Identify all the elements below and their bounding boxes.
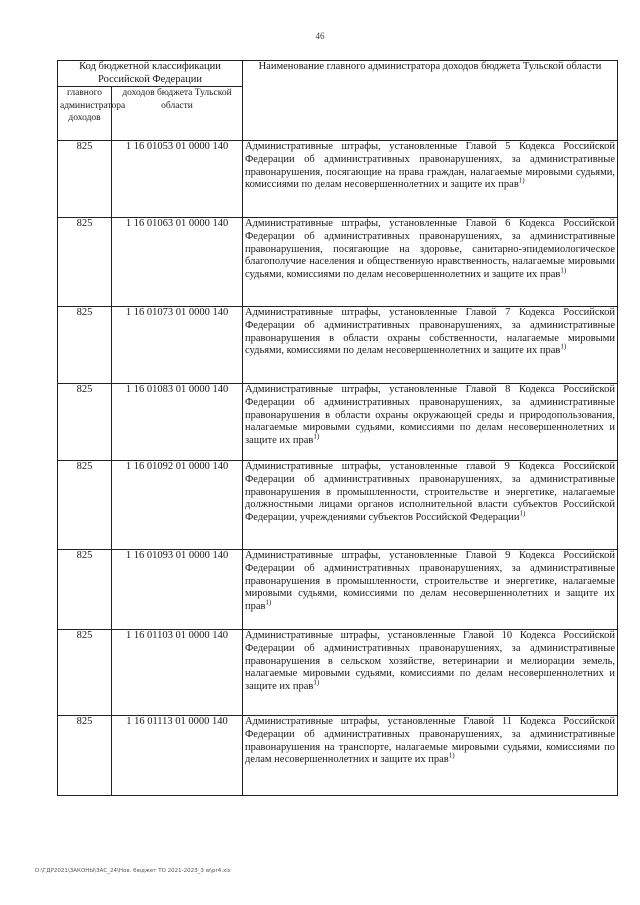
row-description-text: Административные штрафы, установленные Главой 8 Кодекса Российской Федерации об административных правонарушениях, за административные правонарушения в области охраны окружающей среды и природопользования, налагаемые мировыми судьями, комиссиями по делам несовершеннолетних и защите их прав	[245, 384, 615, 447]
row-description-text: Административные штрафы, установленные Главой 11 Кодекса Российской Федерации об административных правонарушениях, за административные правонарушения на транспорте, налагаемые мировыми судьями, комиссиями по делам несовершеннолетних и защите их прав	[245, 716, 615, 766]
row-budget-code: 1 16 01063 01 0000 140	[112, 218, 243, 307]
header-admin-name: Наименование главного администратора доходов бюджета Тульской области	[243, 61, 618, 141]
footnote-marker: 1)	[313, 678, 320, 687]
row-budget-code: 1 16 01083 01 0000 140	[112, 384, 243, 461]
table-row	[58, 218, 618, 307]
table-row	[58, 630, 618, 716]
header-main-admin: главного администратора доходов	[58, 87, 112, 141]
row-description-text: Административные штрафы, установленные Главой 5 Кодекса Российской Федерации об административных правонарушениях, за административные правонарушения, посягающие на права граждан, налагаемые мировыми судьями, комиссиями по делам несовершеннолетних и защите их прав	[245, 141, 615, 191]
row-description-text: Административные штрафы, установленные Главой 7 Кодекса Российской Федерации об административных правонарушениях, за административные правонарушения в области охраны собственности, налагаемые мировыми судьями, комиссиями по делам несовершеннолетних и защите их прав	[245, 307, 615, 357]
row-description	[243, 384, 618, 461]
row-description	[243, 307, 618, 384]
header-budget-code-group: Код бюджетной классификации Российской Федерации	[58, 61, 243, 87]
row-admin-code: 825	[58, 716, 112, 796]
footnote-marker: 1)	[560, 266, 567, 275]
row-description	[243, 550, 618, 630]
table-row	[58, 307, 618, 384]
row-admin-code: 825	[58, 141, 112, 218]
footnote-marker: 1)	[518, 176, 525, 185]
table-row	[58, 384, 618, 461]
row-budget-code: 1 16 01093 01 0000 140	[112, 550, 243, 630]
row-description-text: Административные штрафы, установленные Главой 10 Кодекса Российской Федерации об административных правонарушениях, за административные правонарушения в сельском хозяйстве, ветеринарии и мелиорации земель, налагаемые мировыми судьями, комиссиями по делам несовершеннолетних и защите их прав	[245, 630, 615, 693]
table-row	[58, 550, 618, 630]
table-row	[58, 461, 618, 550]
footnote-marker: 1)	[448, 751, 455, 760]
row-admin-code: 825	[58, 550, 112, 630]
table-row	[58, 716, 618, 796]
row-description	[243, 630, 618, 716]
footnote-marker: 1)	[519, 509, 526, 518]
row-budget-code: 1 16 01092 01 0000 140	[112, 461, 243, 550]
row-description-text: Административные штрафы, установленные Главой 9 Кодекса Российской Федерации об административных правонарушениях, за административные правонарушения в промышленности, строительстве и энергетике, налагаемые мировыми судьями, комиссиями по делам несовершеннолетних и защите их прав	[245, 550, 615, 613]
row-budget-code: 1 16 01113 01 0000 140	[112, 716, 243, 796]
revenue-administrators-table	[57, 60, 618, 796]
header-budget-revenue: доходов бюджета Тульской области	[112, 87, 243, 141]
row-description	[243, 141, 618, 218]
row-description	[243, 716, 618, 796]
row-description	[243, 218, 618, 307]
row-description	[243, 461, 618, 550]
footnote-marker: 1)	[560, 342, 567, 351]
row-budget-code: 1 16 01073 01 0000 140	[112, 307, 243, 384]
row-admin-code: 825	[58, 461, 112, 550]
file-path-footer: D:\ГДР2021\ЗАКОНЫ\ЗАС_24\Нов. бюджет ТО 2021-2023_3 w\pr4.xls	[35, 868, 231, 874]
row-admin-code: 825	[58, 218, 112, 307]
row-description-text: Административные штрафы, установленные главой 9 Кодекса Российской Федерации об административных правонарушениях, за административные правонарушения в промышленности, строительстве и энергетике, налагаемые должностными лицами органов исполнительной власти субъектов Российской Федерации, учреждениями субъектов Российской Федерации	[245, 461, 615, 524]
table-row	[58, 141, 618, 218]
row-admin-code: 825	[58, 384, 112, 461]
page-number: 46	[315, 31, 325, 41]
row-description-text: Административные штрафы, установленные Главой 6 Кодекса Российской Федерации об административных правонарушениях, за административные правонарушения, посягающие на здоровье, санитарно-эпидемиологическое благополучие населения и общественную нравственность, налагаемые мировыми судьями, комиссиями по делам несовершеннолетних и защите их прав	[245, 218, 615, 281]
row-admin-code: 825	[58, 630, 112, 716]
row-budget-code: 1 16 01053 01 0000 140	[112, 141, 243, 218]
footnote-marker: 1)	[265, 598, 272, 607]
footnote-marker: 1)	[313, 432, 320, 441]
row-budget-code: 1 16 01103 01 0000 140	[112, 630, 243, 716]
row-admin-code: 825	[58, 307, 112, 384]
